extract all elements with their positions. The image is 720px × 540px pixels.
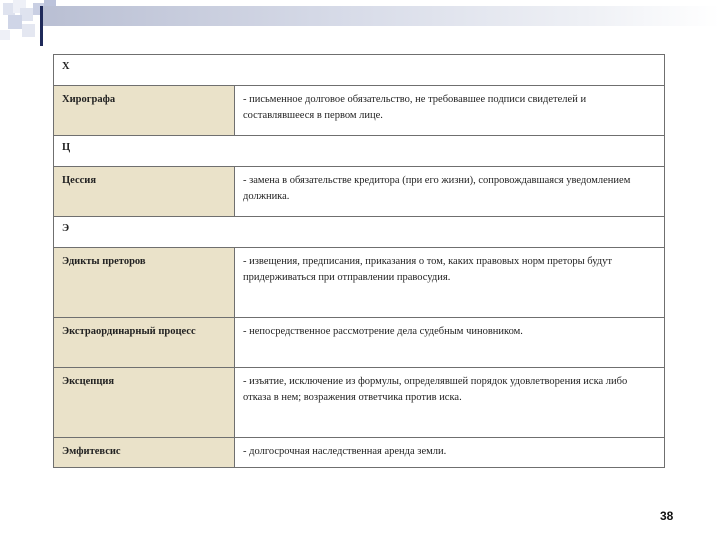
header-accent-line (40, 6, 43, 46)
glossary-term: Эмфитевсис (54, 438, 235, 468)
glossary-term: Цессия (54, 167, 235, 217)
section-letter-row (54, 136, 665, 167)
section-letter: Э (54, 217, 665, 248)
glossary-row (54, 318, 665, 368)
section-letter: Ц (54, 136, 665, 167)
glossary-term: Эдикты преторов (54, 248, 235, 318)
glossary-definition: - извещения, предписания, приказания о том, каких правовых норм преторы будут придерживаться при отправлении правосудия. (235, 248, 665, 318)
glossary-row (54, 167, 665, 217)
header-gradient-bar (40, 6, 720, 26)
glossary-definition: - непосредственное рассмотрение дела судебным чиновником. (235, 318, 665, 368)
decor-square (0, 30, 10, 40)
glossary-row (54, 438, 665, 468)
glossary-definition: - письменное долговое обязательство, не требовавшее подписи свидетелей и составлявшееся в первом лице. (235, 86, 665, 136)
section-letter: Х (54, 55, 665, 86)
decor-square (8, 15, 22, 29)
glossary-term: Хирографа (54, 86, 235, 136)
glossary-row (54, 368, 665, 438)
glossary-definition: - долгосрочная наследственная аренда земли. (235, 438, 665, 468)
section-letter-row (54, 217, 665, 248)
page-number: 38 (660, 509, 674, 523)
glossary-table (53, 54, 665, 468)
glossary-definition: - изъятие, исключение из формулы, определявшей порядок удовлетворения иска либо отказа в нем; возражения ответчика против иска. (235, 368, 665, 438)
glossary-row (54, 86, 665, 136)
glossary-term: Эксцепция (54, 368, 235, 438)
section-letter-row (54, 55, 665, 86)
decor-square (22, 24, 35, 37)
glossary-row (54, 248, 665, 318)
glossary-term: Экстраординарный процесс (54, 318, 235, 368)
glossary-definition: - замена в обязательстве кредитора (при его жизни), сопровождавшаяся уведомлением должника. (235, 167, 665, 217)
